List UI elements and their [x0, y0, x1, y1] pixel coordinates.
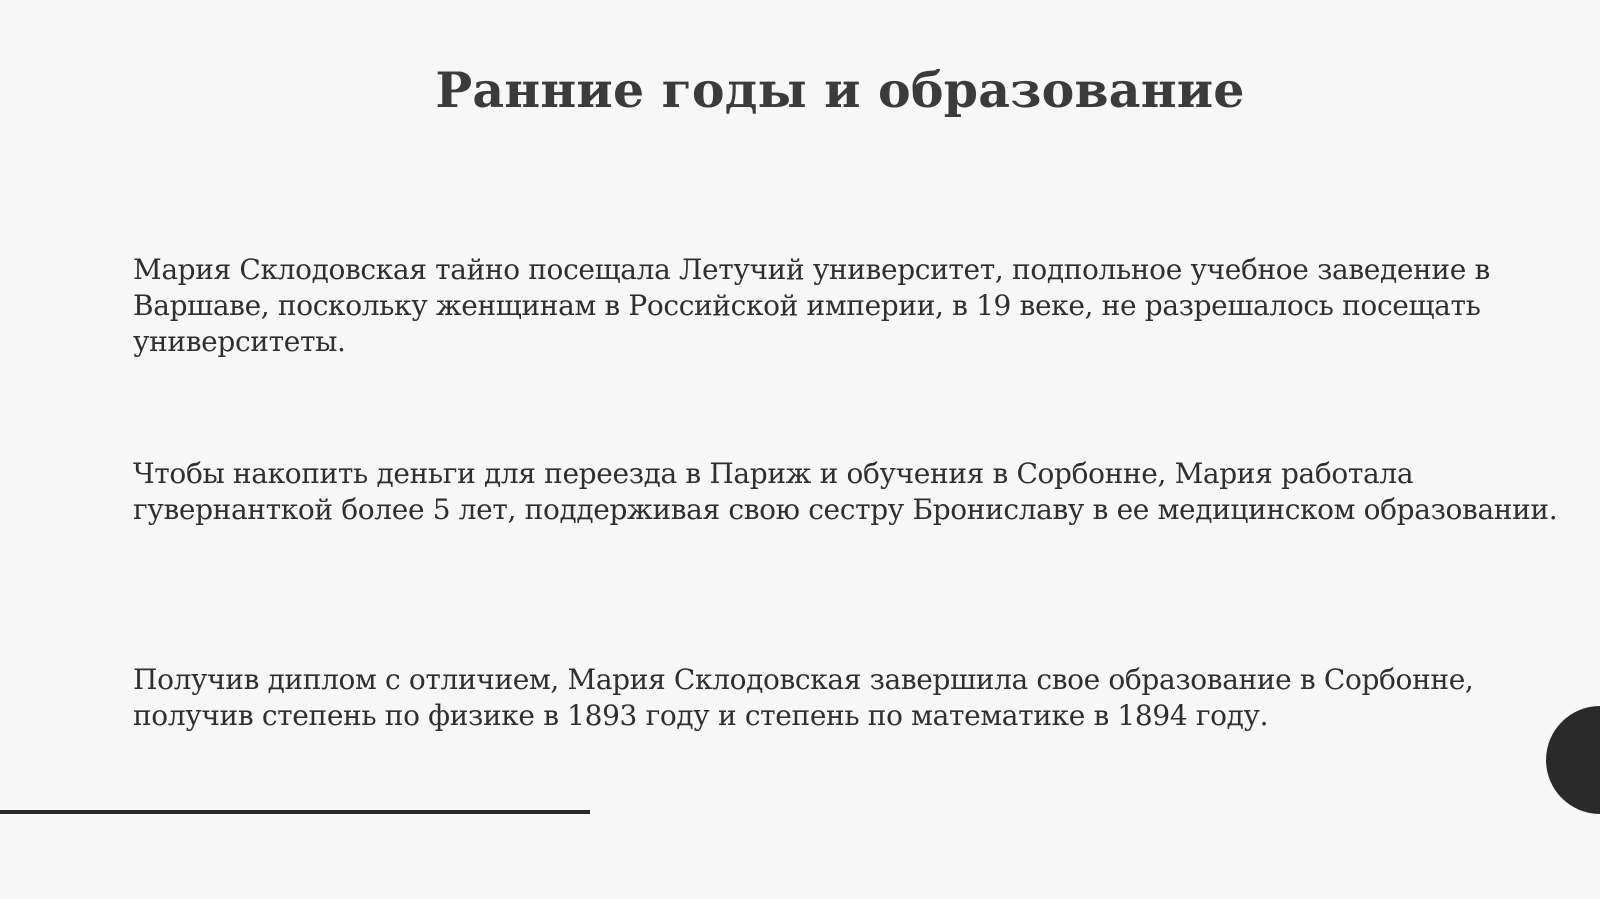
decorative-line [0, 810, 590, 814]
paragraph-flying-university: Мария Склодовская тайно посещала Летучий университет, подпольное учебное заведение в Варшаве, поскольку женщинам в Российской империи, в 19 веке, не разрешалось посещать университеты. [133, 253, 1490, 358]
paragraph-sorbonne-degrees: Получив диплом с отличием, Мария Склодовская завершила свое образование в Сорбонне, получив степень по физике в 1893 году и степень по математике в 1894 году. [133, 663, 1474, 732]
slide-title: Ранние годы и образование [435, 61, 1245, 119]
paragraph-governess: Чтобы накопить деньги для переезда в Париж и обучения в Сорбонне, Мария работала гувернанткой более 5 лет, поддерживая свою сестру Брониславу в ее медицинском образовании. [133, 457, 1558, 526]
